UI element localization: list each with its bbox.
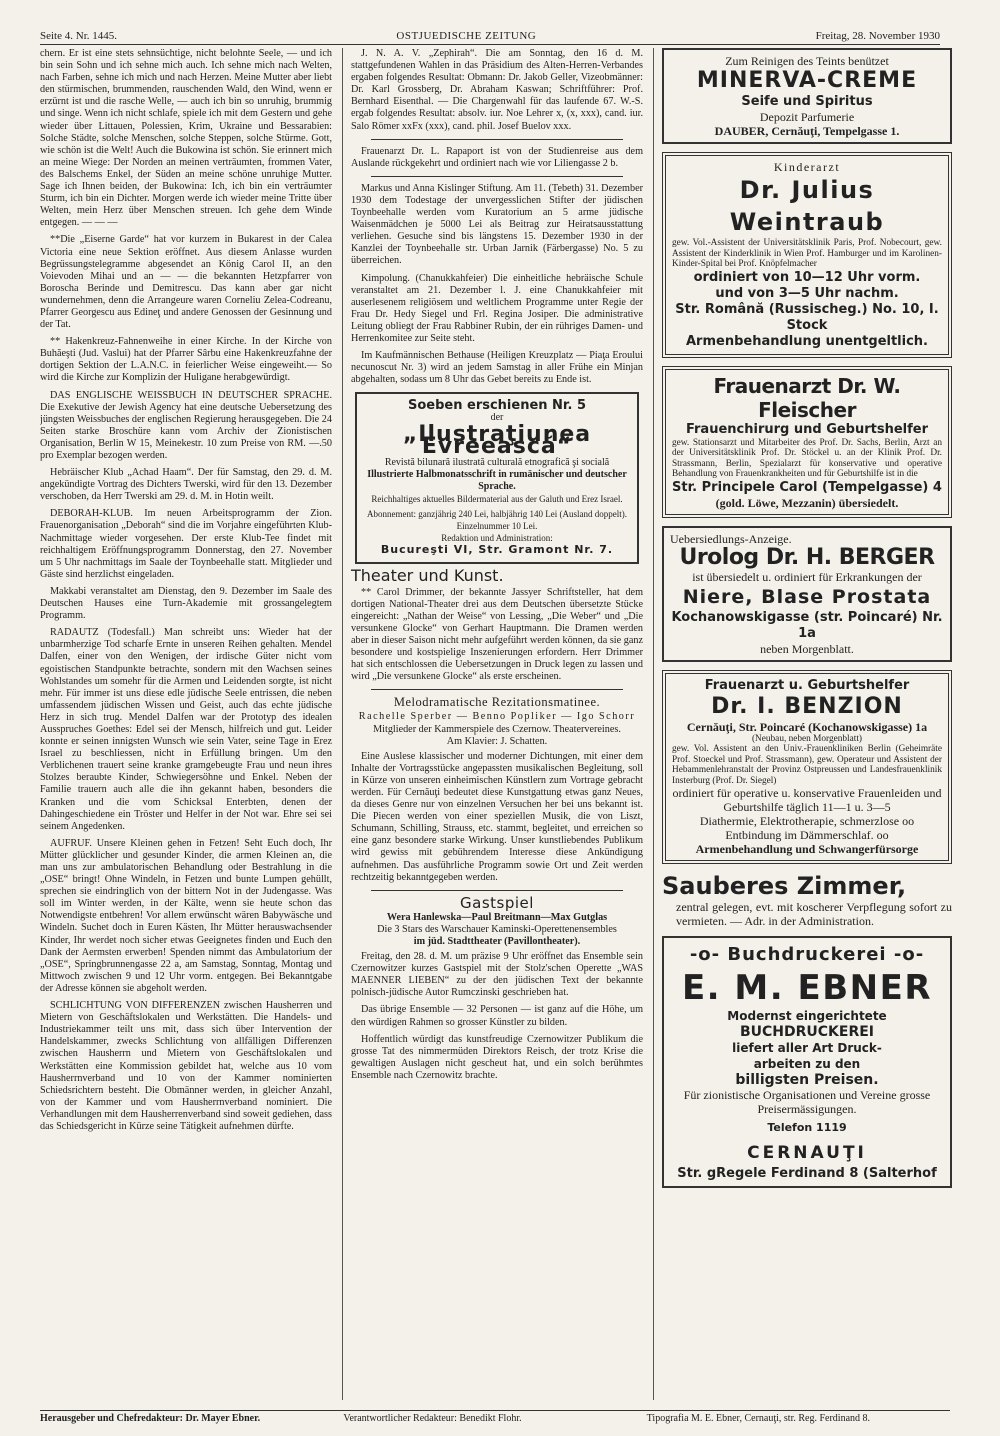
ad-ebner-prices: billigsten Preisen.	[735, 1072, 879, 1088]
ad-benzion	[662, 670, 952, 865]
article-aufruf: AUFRUF. Unsere Kleinen gehen in Fetzen! Seht Euch doch, Ihr Mütter glücklicher und gesunder Kinder, die armen Kleinen an, die man uns zur ambulatorischen Behandlung oder Bestrahlung in die „OSE“ bringt! Ohne Windeln, in Fetzen und bunte Lumpen gehüllt, sprechen sie eindringlich von der bittern Not in der Judengasse. Was soll im Winter werden, in der Kälte, wenn sie heute schon das Notwendigste entbehren! Vor allem erwünscht wären Babywäsche und Windeln. Suchet doch in Euren Kästen, Ihr Mütter herauswachsender Kinder, Ihr werdet noch sicher etwas Geeignetes finden und Euch den Dank der Aermsten erwerben! Spenden nimmt das Ambulatorium der „OSE“, Springbrunnengasse 22 a, am Samstag, Sonntag, Montag und Mittwoch zwischen 9 und 12 Uhr vorm. entgegen. Bei Bekanntgabe der Adresse können sie abgeholt werden.	[40, 837, 332, 994]
article-deborah-klub: DEBORAH-KLUB. Im neuen Arbeitsprogramm der Zion. Frauenorganisation „Deborah“ sind die im Vorjahre eingeführten Klub-Nachmittage wieder vorgesehen. Der erste Klub-Tee findet mit reichhaltigem Eröffnungsprogramm Donnerstag, den 27. November um 5 Uhr nachmittags im Saale der Toynbeehalle statt. Mitglieder und Gäste sind herzlichst eingeladen.	[40, 508, 332, 580]
article-achad-haam: Hebräischer Klub „Achad Haam“. Der für Samstag, den 29. d. M. angekündigte Vortrag des Dichters Twerski, wird für den 13. Dezember verschoben, da Herr Twerski am 29. d. M. in Hotin weilt.	[40, 467, 332, 503]
ad-berger-name: Urolog Dr. H. BERGER	[679, 544, 935, 570]
ad-ilustratiunea-issue: Soeben erschienen Nr. 5	[407, 398, 586, 414]
columns	[40, 48, 950, 1400]
ad-ilustratiunea-address: Bucureşti VI, Str. Gramont Nr. 7.	[380, 543, 614, 557]
ad-ebner-modern: Modernst eingerichtete	[727, 1009, 887, 1023]
footer-publisher: Herausgeber und Chefredakteur: Dr. Mayer Ebner.	[40, 1413, 261, 1424]
ad-berger	[662, 526, 952, 662]
ad-fleischer-moved: (gold. Löwe, Mezzanin) übersiedelt.	[715, 495, 899, 510]
ad-ilustratiunea	[355, 392, 639, 564]
gastspiel-heading: Gastspiel	[460, 893, 534, 912]
ad-zimmer-title: Sauberes Zimmer,	[662, 872, 907, 900]
ad-sauberes-zimmer	[662, 872, 952, 928]
divider	[371, 689, 623, 690]
ad-weintraub-name: Dr. Julius Weintraub	[729, 176, 885, 236]
ad-ebner-address: Str. gRegele Ferdinand 8 (Salterhof	[677, 1166, 937, 1181]
article-gastspiel-close: Hoffentlich würdigt das kunstfreudige Czernowitzer Publikum die grosse Tat des nimmermüden Direktors Reisch, der trotz Krise die gewaltigen Auslagen nicht gescheut hat, und ein solch berühmtes Ensemble nach Czernowitz brachte.	[351, 1033, 643, 1081]
ad-weintraub	[662, 152, 952, 358]
article-story-end: chern. Er ist eine stets sehnsüchtige, nicht belohnte Seele, — und ich bin sein Sohn und ich sehne mich auch. Ich sehne mich nach Welten, nach Farben, sehne ich mich und nach Herzen. Meine Mutter aber liebt den stürmischen, brummenden, rauschenden Wald, den Wind, wenn er erzürnt ist und die rasche Welle, — auch ich bin so unruhig, brummig und singe. Wenn ich nicht schlafe, spiele ich mit dem Gestern und gehe wieder über Littauen, Polessien, Krim, Ukraine und Bessarabien: Solche Städte, solche Menschen, solche Steppen, solche Stürme. Gott, wie schön ist die Welt! Auch die Bukowina ist schön. Sie erinnert mich an meine Wiege: Der Norden an meinen verträumten, frommen Vater, des Balschems Enkel, der Süden an meine schöne unruhige Mutter. Sage ich Ihnen beiden, der Bukowina: Ich, ich bin ein verträumter Sturm, ich bin ein Dichter. Morgen werde ich wieder meine Tritte über Welten, mein Herz über Menschen streuen. Ich gehe dem Winde entgegen. — — —	[40, 48, 332, 229]
column-1	[40, 48, 332, 1400]
ad-ebner-phone: Telefon 1119	[767, 1121, 847, 1134]
ad-ilustratiunea-der: der	[490, 412, 504, 424]
ad-ebner-buchdruckerei: BUCHDRUCKEREI	[739, 1024, 875, 1040]
ad-ebner-delivers: liefert aller Art Druck-	[732, 1041, 882, 1055]
ad-ilustratiunea-desc-de: Illustrierte Halbmonatsschrift in rumänischer und deutscher Sprache.	[367, 468, 627, 492]
article-kimpolung: Kimpolung. (Chanukkahfeier) Die einheitliche hebräische Schule veranstaltet am 21. Dezember l. J. eine Chanukkahfeier mit auserlesenem religiösem und weltlichem Programme unter Regie der Frau Dr. Hedy Siegel und Frl. Regina Josiper. Die administrative Leitung obliegt der Frau Rabbiner Rubin, der ein rühriges Damen- und Herrenkomitee zur Seite steht.	[351, 272, 643, 344]
melodrama-heading: Melodramatische Rezitationsmatinee.	[393, 695, 601, 710]
article-rapaport: Frauenarzt Dr. L. Rapaport ist von der Studienreise aus dem Auslande rückgekehrt und ordiniert nach wie vor Liliengasse 2 b.	[351, 145, 643, 169]
article-gastspiel-ensemble: Das übrige Ensemble — 32 Personen — ist ganz auf die Höhe, um den würdigen Rahmen so grosser Künstler zu bilden.	[351, 1004, 643, 1028]
column-2	[342, 48, 643, 1400]
ad-ilustratiunea-images: Reichhaltiges aktuelles Bildermaterial aus der Galuth und Erez Israel.	[371, 494, 623, 504]
ad-weintraub-hours-pm: und von 3—5 Uhr nachm.	[715, 285, 899, 301]
melodrama-performers: Rachelle Sperber — Benno Popliker — Igo Schorr	[358, 711, 636, 723]
ad-benzion-poor: Armenbehandlung und Schwangerfürsorge	[695, 842, 919, 856]
ad-ilustratiunea-redaktion: Redaktion und Administration:	[441, 533, 553, 544]
ad-berger-address: Kochanowskigasse (str. Poincaré) Nr. 1a	[671, 609, 943, 641]
ad-benzion-name: Dr. I. BENZION	[711, 693, 903, 719]
ad-ilustratiunea-abonnement: Abonnement: ganzjährig 240 Lei, halbjährig 140 Lei (Ausland doppelt). Einzelnummer 10 Lei.	[367, 509, 627, 532]
gastspiel-ensemble: Die 3 Stars des Warschauer Kaminski-Operettenensembles	[377, 923, 617, 935]
article-weissbuch: DAS ENGLISCHE WEISSBUCH IN DEUTSCHER SPRACHE. Die Exekutive der Jewish Agency hat eine deutsche Uebersetzung des jüngsten Weissbuches der englischen Regierung herausgegeben. Die 24 Seiten starke Broschüre kann vom Archiv der Zionistischen Organisation, Berlin W 15, Meinekestr. 10 zum Preise von RM. —.50 pro Exemplar bezogen werden.	[40, 389, 332, 461]
ad-ebner-druckerei	[662, 936, 952, 1188]
ad-benzion-hours: ordiniert für operative u. konservative Frauenleiden und Geburtshilfe täglich 11—1 u. 3—5	[672, 786, 942, 814]
ad-weintraub-hours-am: ordiniert von 10—12 Uhr vorm.	[693, 269, 921, 285]
footer-editor: Verantwortlicher Redakteur: Benedikt Flohr.	[343, 1413, 522, 1424]
ad-fleischer-address: Str. Principele Carol (Tempelgasse) 4	[672, 479, 942, 495]
ad-fleischer-name: Frauenarzt Dr. W. Fleischer	[713, 373, 901, 422]
ad-fleischer-credentials: gew. Stationsarzt und Mitarbeiter des Prof. Dr. Sachs, Berlin, Arzt an der Universitätsklinik Prof. Dr. Stöckel u. an der Klinik Prof. Dr. Strassmann, Berlin, Spezialarzt für konservative und operative Behandlung von Frauenkrankheiten und für Geburtshilfe ist in die	[672, 437, 942, 479]
ad-minerva-intro: Zum Reinigen des Teints benützet	[725, 54, 889, 68]
article-gastspiel: Freitag, den 28. d. M. um präzise 9 Uhr eröffnet das Ensemble sein Czernowitzer kurzes Gastspiel mit der Stolz'schen Operette „WAS MAENNER LIEBEN“ zu der den jüdischen Text der bekannte polnisch-jüdische Autor Rumczinski geschrieben hat.	[351, 951, 643, 999]
ad-minerva-products: Seife und Spiritus	[741, 94, 873, 109]
ad-weintraub-poor: Armenbehandlung unentgeltlich.	[686, 333, 928, 349]
ad-ebner-zionist: Für zionistische Organisationen und Vereine grosse	[683, 1088, 931, 1102]
ad-fleischer	[662, 366, 952, 518]
ad-ebner-heading: -o- Buchdruckerei -o-	[689, 944, 925, 965]
column-3	[653, 48, 952, 1400]
ad-benzion-title: Frauenarzt u. Geburtshelfer	[704, 677, 910, 693]
article-radautz: RADAUTZ (Todesfall.) Man schreibt uns: Wieder hat der unbarmherzige Tod scharfe Ernte in unseren Reihen gehalten. Mendel Dalfen, einer von den Wenigen, der irdische Güter nicht vom egoistischen Standpunkte betrachte, sondern mit den Wachsen seines Wohlstandes um somehr für die Armen und Leidenden sorgte, ist nicht mehr. Für immer ist uns diese edle jüdische Seele entrissen, die neben umfassendem jüdischen Wissen und Geist, auch das echte jüdische Herz in sich trug. Mendel Dalfen war der Prototyp des idealen Ausspruches Goethes: Edel sei der Mensch, hilfreich und gut. Leider konnte er seinen innigsten Wunsch wie sein Vater, seine Tage in Erez Israel zu beschliessen, nicht in Erfüllung bringen. Um den Verblichenen trauert seine kranke gramgebeugte Frau und neun ihres Stolzes beraubte Kinder, Schwiegersöhne und Enkel. Neben der Familie trauern auch alle die ihn gekannt haben, besonders die Kranken und die vom Schicksal Enterbten, denen der Dahingeschiedene ein Tröster und Helfer in der Not war. Ehre sei sei seinem Angedenken.	[40, 627, 332, 832]
divider	[371, 890, 623, 891]
divider	[371, 176, 623, 177]
ad-ebner-discount: Preisermässigungen.	[757, 1102, 857, 1116]
ad-minerva-address: DAUBER, Cernăuţi, Tempelgasse 1.	[714, 124, 900, 138]
article-hakenkreuz: ** Hakenkreuz-Fahnenweihe in einer Kirche. In der Kirche von Buhăeşti (Jud. Vaslui) hat der Pfarrer Sârbu eine Hakenkreuzfahne der dortigen Sektion der L.A.N.C. in feierlicher Weise eingeweiht.— So wird die Kirche zur Komplizin der Huligane herabgewürdigt.	[40, 336, 332, 384]
ad-benzion-location: (Neubau, neben Morgenblatt)	[751, 733, 863, 744]
ad-ilustratiunea-desc: Revistă bilunară ilustrată culturală etnografică şi socială	[384, 456, 610, 468]
ad-weintraub-title: Kinderarzt	[773, 160, 841, 174]
article-melodrama: Eine Auslese klassischer und moderner Dichtungen, mit einer dem Inhalte der Vortragsstücke angepassten musikalischen Begleitung, soll in Kürze von unseren einheimischen Künstlern zum Vortrage gebracht werden. Für Cernăuţi bedeutet diese Kunstgattung etwas ganz Neues, da dieses Genre nur von einzelnen Versuchen her bei uns bekannt ist. Die Piecen werden von einer speziellen Musik, die von Liszt, Schumann, Schilling, Strauss, etc. stammt, begleitet, und erreichen so eine ganz besondere starke Wirkung. Unser kunstliebendes Publikum wird gewiss mit gebührendem Interesse diese Ankündigung aufnehmen. Das ausführliche Programm sowie Ort und Zeit werden rechtzeitig bekanntgegeben werden.	[351, 750, 643, 883]
ad-fleischer-specialty: Frauenchirurg und Geburtshelfer	[685, 421, 929, 437]
ad-weintraub-address: Str. Română (Russischeg.) No. 10, I. Stock	[675, 301, 939, 333]
page-header	[40, 28, 940, 45]
ad-benzion-address: Cernăuţi, Str. Poincaré (Kochanowskigasse) 1a	[686, 719, 928, 734]
header-date: Freitag, 28. November 1930	[815, 30, 940, 42]
divider	[371, 139, 623, 140]
ad-ilustratiunea-title: „Ilustraţiunea Evreească“	[402, 421, 592, 459]
ad-ebner-city: CERNAUŢI	[747, 1143, 867, 1163]
ad-berger-moved: ist übersiedelt u. ordiniert für Erkrankungen der	[692, 569, 922, 584]
ad-zimmer-details: zentral gelegen, evt. mit koscherer Verpflegung sofort zu vermieten. — Adr. in der Administration.	[676, 900, 952, 928]
ad-minerva-creme	[662, 48, 952, 144]
ad-minerva-depot: Depozit Parfumerie	[759, 110, 855, 124]
article-drimmer: ** Carol Drimmer, der bekannte Jassyer Schriftsteller, hat dem dortigen National-Theater drei aus dem Deutschen übersetzte Stücke eingereicht: „Nathan der Weise“ von Lessing, „Die Weber“ und „Die versunkene Glocke“ von Gerhart Hauptmann. Die Dramen werden aber in dieser Saison nicht mehr aufgeführt werden können, da sie ganz besondere und kostspielige Inszenierungen erfordern. Herr Drimmer hat sich entschlossen die Uebersetzungen in Druck legen zu lassen und wird „Die versunkene Glocke“ als erste erscheinen.	[351, 586, 643, 683]
ad-ebner-name: E. M. EBNER	[681, 968, 933, 1008]
article-kislinger: Markus und Anna Kislinger Stiftung. Am 11. (Tebeth) 31. Dezember 1930 dem Todestage der unvergesslichen Stifter der jüdischen Toynbeehalle werden vom Kuratorium an 5 arme jüdische Waisenmädchen je 5000 Lei als Beitrag zur Heiratsausstattung verliehen. Gesuche sind bis längstens 15. Dezember 1930 in der Kanzlei der Toynbeehalle str. Urban Jarnik (Färbergasse) No. 5 zu überreichen.	[351, 182, 643, 267]
article-zephirah: J. N. A. V. „Zephirah“. Die am Sonntag, den 16 d. M. stattgefundenen Wahlen in das Präsidium des Alten-Herren-Verbandes ergaben folgendes Resultat: Obmann: Dr. Jakob Geller, Vizeobmänner: Dr. Karl Grossberg, Dr. Abraham Kaswan; Schriftführer: Prof. Bernhard Eisenthal. — Die Chargenwahl für das laufende 67. W.-S. ergab folgendes Resultat: absolv. iur. Noe Lehrer x, (x, xxx), cand. iur. Salo Römer xxFx (xxx), cand. phil. Josef Buelov xxx.	[351, 48, 643, 132]
ad-benzion-credentials: gew. Vol. Assistent an den Univ.-Frauenkliniken Berlin (Geheimräte Prof. Stoeckel und Prof. Strassmann), gew. Operateur und Assistent der Hebammenlehranstalt der Provinz Ostpreussen und Landesfrauenklinik Insterburg (Prof. Dr. Siegel)	[672, 744, 942, 786]
ad-berger-location: neben Morgenblatt.	[760, 641, 854, 656]
header-newspaper-title: OSTJUEDISCHE ZEITUNG	[396, 30, 537, 42]
article-makkabi: Makkabi veranstaltet am Dienstag, den 9. Dezember im Saale des Deutschen Hauses eine Turn-Akademie mit grossangelegtem Programm.	[40, 585, 332, 622]
article-bethaus: Im Kaufmännischen Bethause (Heiligen Kreuzplatz — Piaţa Eroului necunoscut Nr. 3) wird an jedem Samstag in aller Frühe ein Minjan abgehalten, sodass um 8 Uhr das Gebet bereits zu Ende ist.	[351, 350, 643, 386]
page-footer	[40, 1410, 950, 1424]
article-eiserne-garde: **Die „Eiserne Garde“ hat vor kurzem in Bukarest in der Calea Victoria eine neue Sektion eröffnet. Aus diesem Anlasse wurden Begrüssungstelegramme abgesendet an König Carol II, an den Voievoden Mihai und an — — die bekannten Hetzpfarrer von Boroscha Berinde und Demitrescu. Das kann aber gar nicht wundernehmen, denn die Arrangeure waren Corneliu Zelea-Codreanu, Pfarrer Georgescu aus Edineţ und andere Genossen der Gesinnung und der Tat.	[40, 234, 332, 331]
ad-weintraub-credentials: gew. Vol.-Assistent der Universitätsklinik Paris, Prof. Nobecourt, gew. Assistent der Kinderklinik in Wien Prof. Hamburger und im Karolinen-Kinder-Spital bei Prof. Knöpfelmacher	[672, 238, 942, 269]
melodrama-members: Mitglieder der Kammerspiele des Czernow. Theatervereines.	[373, 723, 621, 735]
section-theater-heading: Theater und Kunst.	[351, 566, 504, 586]
ad-minerva-title: MINERVA-CREME	[696, 68, 918, 93]
ad-berger-notice: Uebersiedlungs-Anzeige.	[670, 531, 792, 546]
footer-printer: Tipografia M. E. Ebner, Cernauţi, str. Reg. Ferdinand 8.	[646, 1413, 871, 1424]
header-page-number: Seite 4. Nr. 1445.	[40, 30, 117, 42]
gastspiel-venue: im jüd. Stadttheater (Pavillontheater).	[413, 936, 581, 947]
ad-ebner-work: arbeiten zu den	[753, 1057, 861, 1071]
gastspiel-stars: Wera Hanlewska—Paul Breitmann—Max Gutglas	[386, 911, 608, 923]
ad-benzion-therapies: Diathermie, Elektrotherapie, schmerzlose oo Entbindung im Dämmerschlaf. oo	[699, 814, 915, 842]
melodrama-piano: Am Klavier: J. Schatten.	[446, 735, 548, 747]
article-schlichtung: SCHLICHTUNG VON DIFFERENZEN zwischen Hausherren und Mietern von Geschäftslokalen und Werkstätten. Die Handels- und Industriekammer teilt uns mit, dass sich über Intervention der Handelskammer, zwecks Schlichtung von allfälligen Differenzen zwischen Hausherrn und Mietern von Geschäftslokalen und Werkstätten eine Kommission gebildet hat, welche aus 10 vom Hausherrnverband und 10 von der Kammer nominierten Schiedsrichtern besteht. Die Obmänner werden, in gleicher Anzahl, von der Kammer und vom Hausherrnverband nominiert. Die Verhandlungen mit dem Hausherrenverband sind soweit gediehen, dass das Schiedsgericht in Kürze seine Tätigkeit aufnehmen dürfte.	[40, 1000, 332, 1132]
ad-berger-specialty: Niere, Blase Prostata	[682, 585, 932, 608]
